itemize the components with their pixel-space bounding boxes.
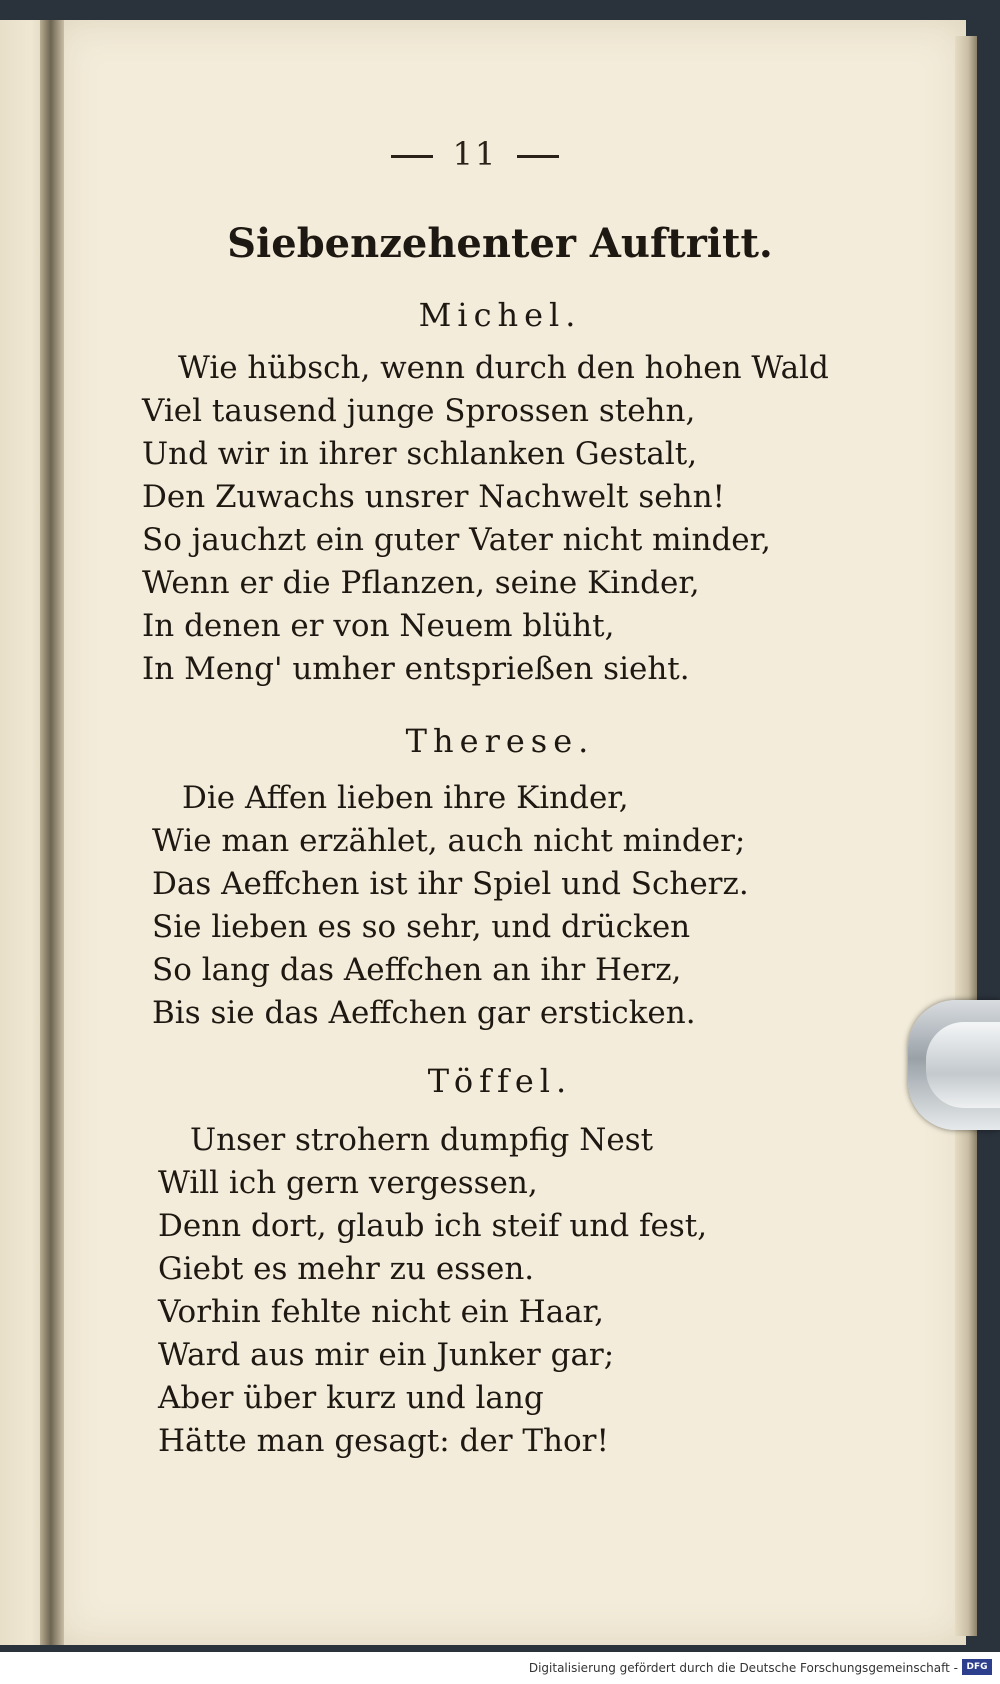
speaker-toeffel: Töffel. (427, 1062, 573, 1100)
verse-line: Die Affen lieben ihre Kinder, (182, 780, 629, 816)
verse-line: Wie man erzählet, auch nicht minder; (152, 823, 746, 859)
page-clip (908, 1000, 1000, 1130)
verse-line: Aber über kurz und lang (158, 1380, 544, 1416)
page-edge (955, 36, 977, 1636)
verse-line: So lang das Aeffchen an ihr Herz, (152, 952, 682, 988)
page-number (370, 135, 580, 173)
verse-line: Wenn er die Pflanzen, seine Kinder, (142, 565, 700, 601)
verse-line: Giebt es mehr zu essen. (158, 1251, 535, 1287)
speaker-michel: Michel. (418, 296, 582, 334)
verse-line: Denn dort, glaub ich steif und fest, (158, 1208, 708, 1244)
dfg-logo-icon: DFG (962, 1659, 992, 1675)
verse-line: Will ich gern vergessen, (158, 1165, 538, 1201)
verse-line: Hätte man gesagt: der Thor! (158, 1423, 609, 1459)
verse-line: Viel tausend junge Sprossen stehn, (142, 393, 696, 429)
verse-line: So jauchzt ein guter Vater nicht minder, (142, 522, 771, 558)
verse-line: Den Zuwachs unsrer Nachwelt sehn! (142, 479, 725, 515)
verse-line: Ward aus mir ein Junker gar; (158, 1337, 615, 1373)
footer-bar (0, 1652, 1000, 1684)
footer-credit: Digitalisierung gefördert durch die Deutsche Forschungsgemeinschaft - (528, 1661, 958, 1675)
verse-line: Sie lieben es so sehr, und drücken (152, 909, 691, 945)
dash-right (517, 155, 559, 158)
verse-line: In Meng' umher entsprießen sieht. (142, 651, 690, 687)
page-clip-inner (926, 1022, 1000, 1108)
dash-left (391, 155, 433, 158)
verse-line: Das Aeffchen ist ihr Spiel und Scherz. (152, 866, 749, 902)
verse-line: Vorhin fehlte nicht ein Haar, (158, 1294, 604, 1330)
speaker-therese: Therese. (405, 722, 595, 760)
scene-title: Siebenzehenter Auftritt. (227, 220, 773, 267)
verse-line: Und wir in ihrer schlanken Gestalt, (142, 436, 698, 472)
page-number-text: 11 (452, 135, 498, 173)
verse-line: In denen er von Neuem blüht, (142, 608, 615, 644)
verse-line: Wie hübsch, wenn durch den hohen Wald (178, 350, 829, 386)
verse-line: Bis sie das Aeffchen gar ersticken. (152, 995, 696, 1031)
verse-line: Unser strohern dumpfig Nest (190, 1122, 654, 1158)
